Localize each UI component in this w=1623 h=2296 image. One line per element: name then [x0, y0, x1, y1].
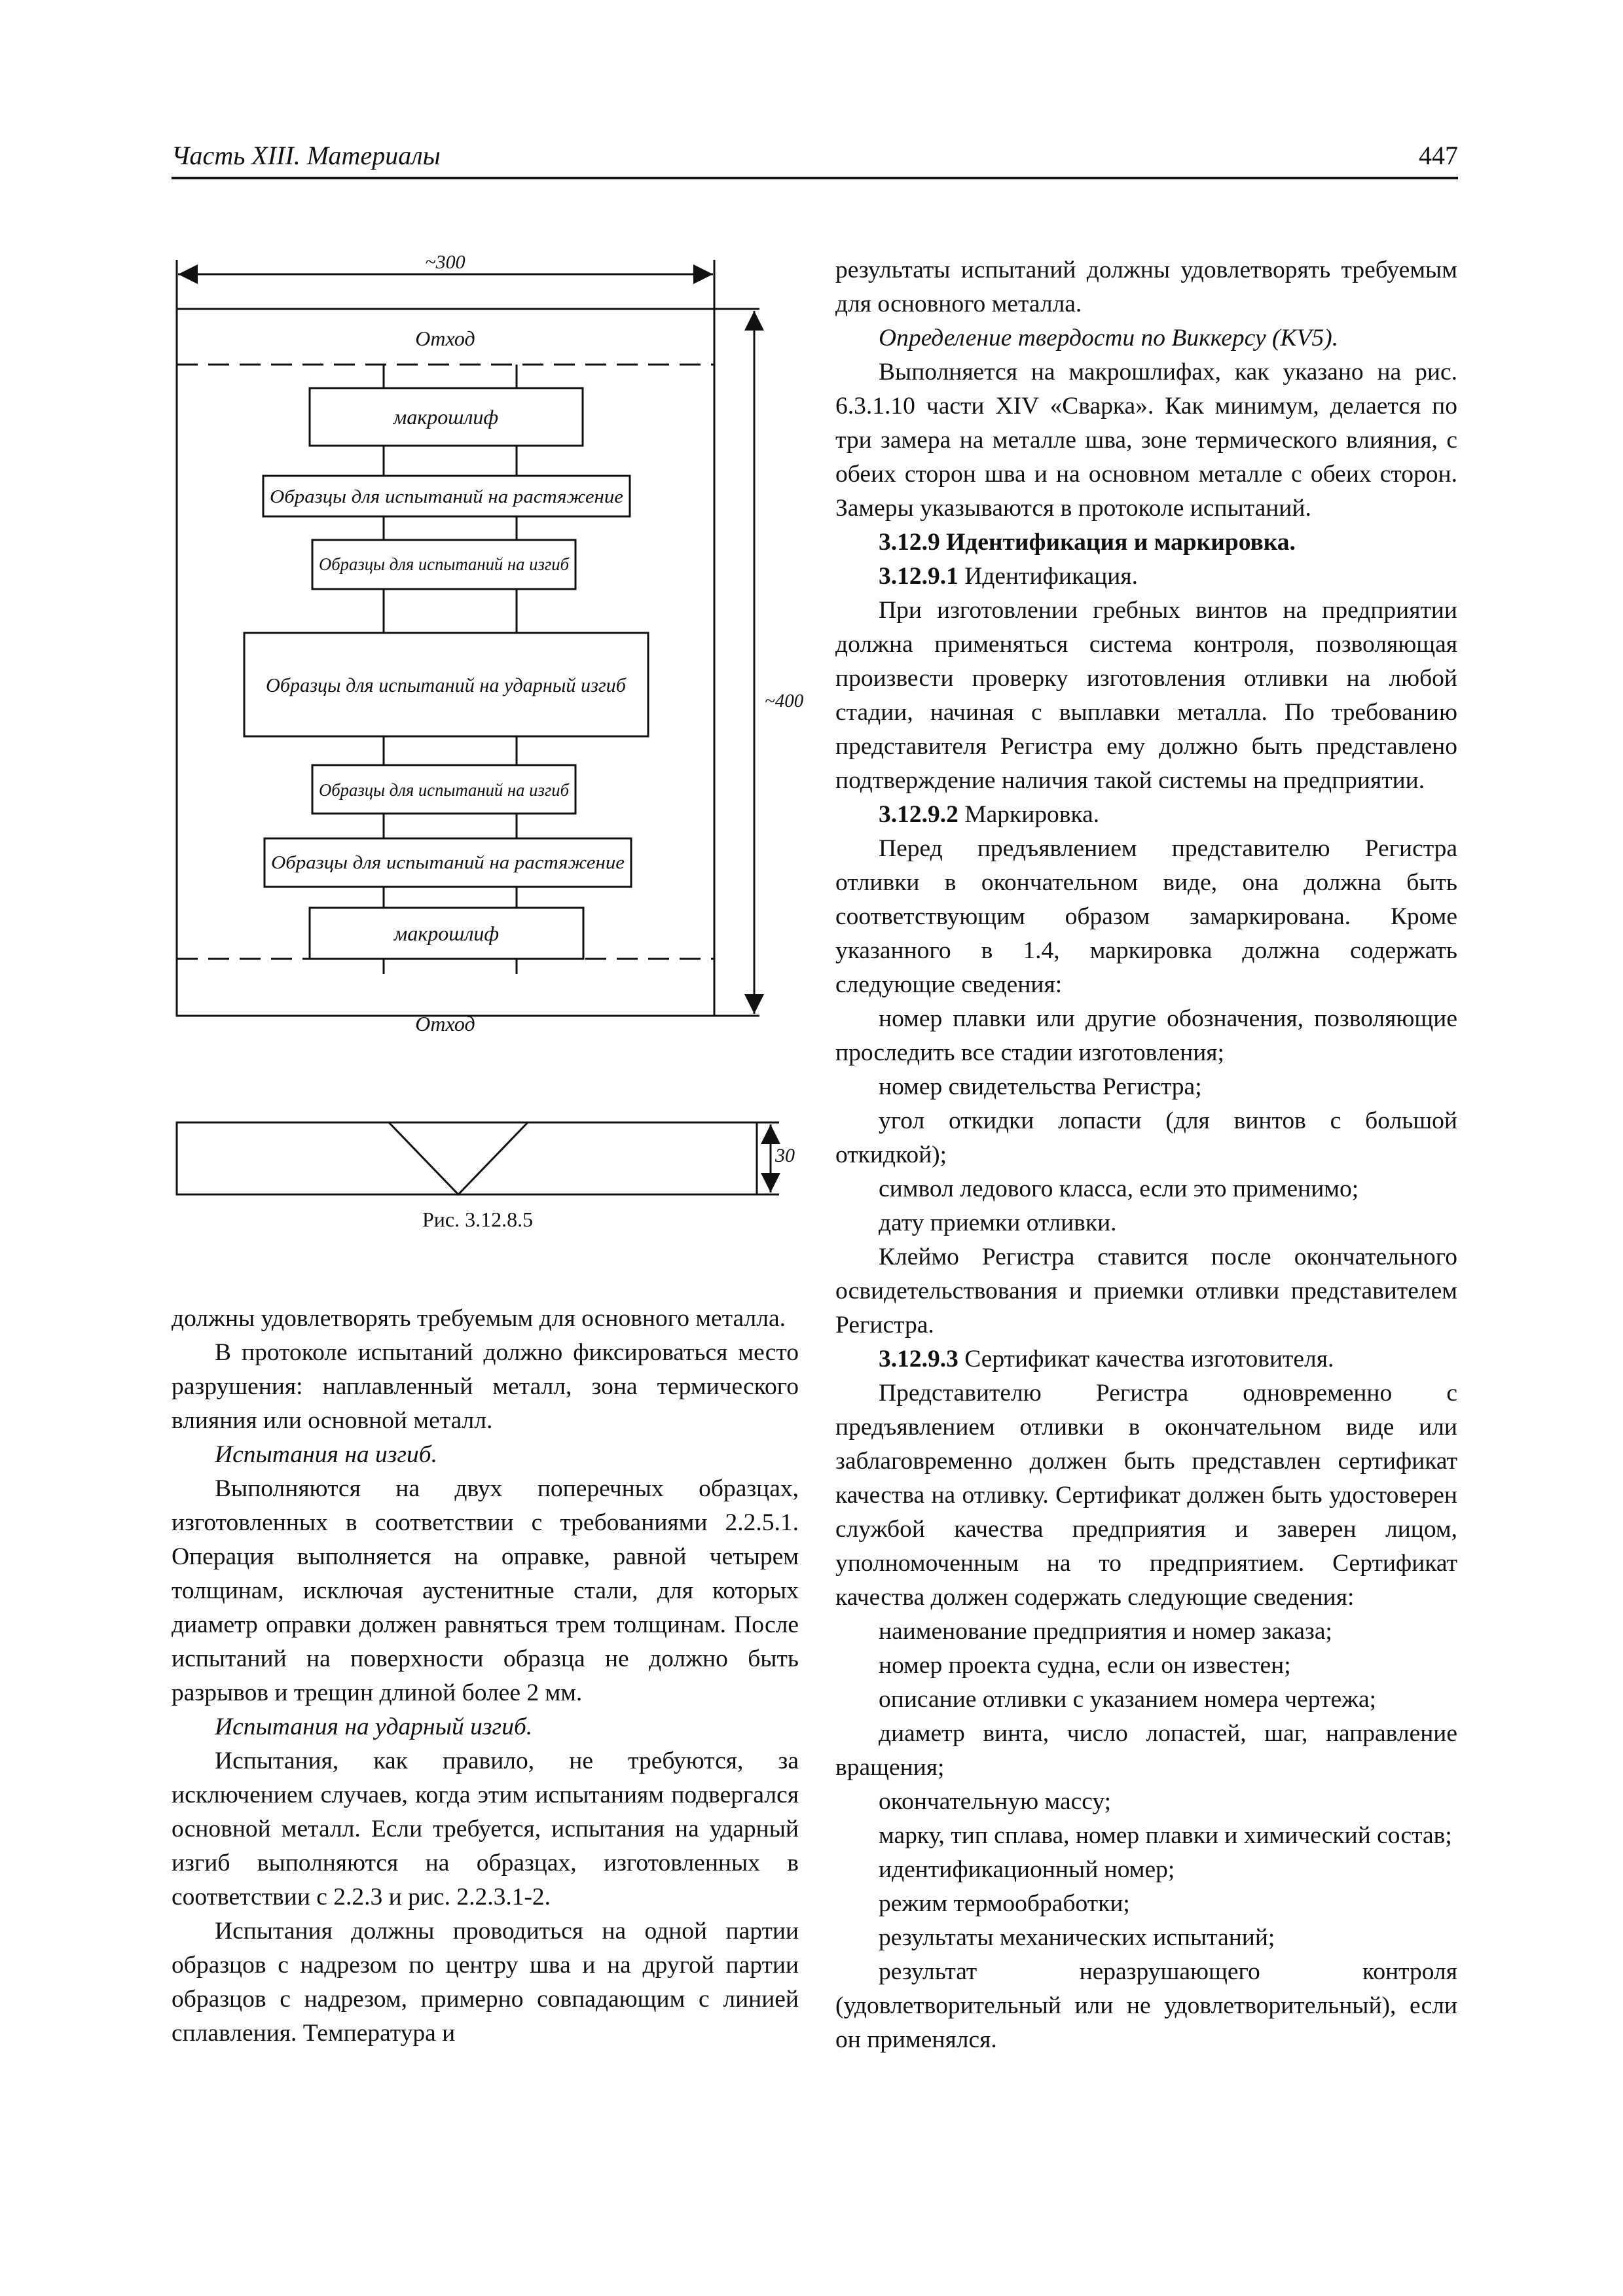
- label-tensile-top: Образцы для испытаний на растяжение: [270, 486, 624, 507]
- clause-title: Сертификат качества изготовителя.: [958, 1346, 1334, 1372]
- section-groove: [389, 1122, 528, 1194]
- clause-title: Маркировка.: [958, 801, 1100, 828]
- figure-caption: Рис. 3.12.8.5: [422, 1208, 534, 1231]
- paragraph: Испытания, как правило, не требуются, за исключением случаев, когда этим испытаниям подвергался основной металл. Если требуется, испытания на ударный изгиб выполняются на образцах, изготовленных в соответствии с 2.2.3 и рис. 2.2.3.1-2.: [172, 1748, 799, 1910]
- dim-width-label: ~300: [425, 252, 465, 273]
- section-heading-text: 3.12.9 Идентификация и маркировка.: [879, 529, 1296, 556]
- paragraph: Выполняется на макрошлифах, как указано на рис. 6.3.1.10 части XIV «Сварка». Как минимум, делается по три замера на металле шва, зоне термического влияния, с обеих сторон шва и на основном металле с обеих сторон. Замеры указываются в протоколе испытаний.: [835, 359, 1457, 522]
- list-item: описание отливки с указанием номера чертежа;: [879, 1686, 1377, 1713]
- label-bend-top: Образцы для испытаний на изгиб: [319, 554, 570, 574]
- list-item: номер плавки или другие обозначения, позволяющие проследить все стадии изготовления;: [835, 1005, 1457, 1066]
- header-rule: [172, 177, 1458, 179]
- paragraph: результаты испытаний должны удовлетворять требуемым для основного металла.: [835, 257, 1457, 317]
- paragraph: Клеймо Регистра ставится после окончательного освидетельствования и приемки отливки представителем Регистра.: [835, 1244, 1457, 1338]
- page-header: [172, 140, 1458, 179]
- clause-number: 3.12.9.2: [879, 801, 958, 828]
- clause-number: 3.12.9.1: [879, 563, 958, 590]
- list-item: дату приемки отливки.: [879, 1210, 1117, 1236]
- list-item: символ ледового класса, если это применимо;: [879, 1175, 1359, 1202]
- paragraph: При изготовлении гребных винтов на предприятии должна применяться система контроля, позволяющая произвести проверку изготовления отливки на любой стадии, начиная с выплавки металла. По требованию представителя Регистра ему должно быть представлено подтверждение наличия такой системы на предприятии.: [835, 597, 1457, 794]
- clause-number: 3.12.9.3: [879, 1346, 958, 1372]
- list-item: окончательную массу;: [879, 1788, 1112, 1815]
- list-item: марку, тип сплава, номер плавки и химический состав;: [879, 1822, 1452, 1849]
- section-outline: [177, 1122, 757, 1194]
- subsection-heading: [835, 1342, 1457, 1376]
- paragraph: Испытания должны проводиться на одной партии образцов с надрезом по центру шва и на другой партии образцов с надрезом, примерно совпадающим с линией сплавления. Температура и: [172, 1918, 799, 2047]
- label-bend-bottom: Образцы для испытаний на изгиб: [319, 780, 570, 800]
- list-item: результат неразрушающего контроля (удовлетворительный или не удовлетворительный), если он применялся.: [835, 1958, 1457, 2053]
- left-column: [172, 1302, 799, 2051]
- running-title: Часть XIII. Материалы: [172, 141, 441, 170]
- specimen-layout-diagram: [167, 252, 822, 1234]
- paragraph: Представителю Регистра одновременно с предъявлением отливки в окончательном виде или заблаговременно должен быть представлен сертификат качества на отливку. Сертификат должен быть удостоверен службой качества предприятия и заверен лицом, уполномоченным на то предприятием. Сертификат качества должен содержать следующие сведения:: [835, 1380, 1457, 1611]
- label-macro-bottom: макрошлиф: [393, 922, 500, 945]
- list-item: диаметр винта, число лопастей, шаг, направление вращения;: [835, 1720, 1457, 1781]
- list-item: режим термообработки;: [879, 1890, 1130, 1917]
- section-heading: [835, 526, 1457, 560]
- list-item: результаты механических испытаний;: [879, 1924, 1275, 1951]
- label-waste-top: Отход: [415, 327, 475, 350]
- subheading-vickers: Определение твердости по Виккерсу (KV5).: [879, 325, 1339, 351]
- right-column: [835, 253, 1457, 2057]
- paragraph: Перед предъявлением представителю Регистра отливки в окончательном виде, она должна быть соответствующим образом замаркирована. Кроме указанного в 1.4, маркировка должна содержать следующие сведения:: [835, 835, 1457, 998]
- list-item: номер проекта судна, если он известен;: [879, 1652, 1291, 1679]
- subsection-heading: [835, 560, 1457, 594]
- label-macro-top: макрошлиф: [393, 405, 499, 429]
- list-item: угол откидки лопасти (для винтов с большой откидкой);: [835, 1107, 1457, 1168]
- label-tensile-bottom: Образцы для испытаний на растяжение: [271, 852, 625, 873]
- paragraph: В протоколе испытаний должно фиксироваться место разрушения: наплавленный металл, зона термического влияния или основной металл.: [172, 1339, 799, 1434]
- dim-height-label: ~400: [765, 691, 804, 711]
- label-impact: Образцы для испытаний на ударный изгиб: [266, 673, 627, 696]
- subsection-heading: [835, 798, 1457, 832]
- paragraph: должны удовлетворять требуемым для основного металла.: [172, 1305, 786, 1332]
- subheading-impact-test: Испытания на ударный изгиб.: [215, 1713, 533, 1740]
- list-item: идентификационный номер;: [879, 1856, 1175, 1883]
- paragraph: Выполняются на двух поперечных образцах, изготовленных в соответствии с требованиями 2.2.5.1. Операция выполняется на оправке, равной четырем толщинам, исключая аустенитные стали, для которых диаметр оправки должен равняться трем толщинам. После испытаний на поверхности образца не должно быть разрывов и трещин длиной более 2 мм.: [172, 1475, 799, 1706]
- list-item: наименование предприятия и номер заказа;: [879, 1618, 1332, 1645]
- list-item: номер свидетельства Регистра;: [879, 1073, 1202, 1100]
- figure-3-12-8-5: [167, 252, 822, 1234]
- page-number: 447: [1419, 141, 1458, 170]
- subheading-bend-test: Испытания на изгиб.: [215, 1441, 438, 1468]
- label-waste-bottom: Отход: [415, 1012, 475, 1035]
- dim-thickness-label: 30: [775, 1145, 795, 1166]
- clause-title: Идентификация.: [958, 563, 1139, 590]
